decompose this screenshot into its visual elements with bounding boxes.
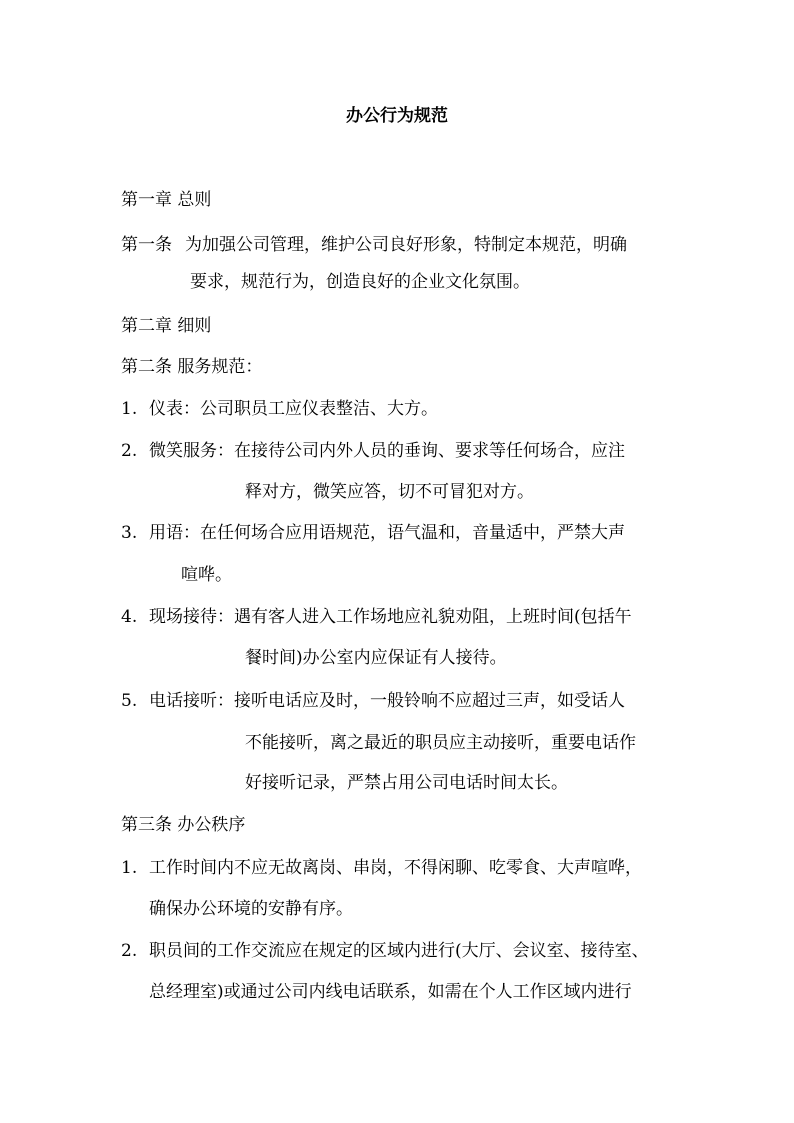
list-number: 1. (121, 858, 138, 878)
list-text: 微笑服务：在接待公司内外人员的垂询、要求等任何场合，应注 (149, 441, 625, 461)
article-line (121, 233, 627, 257)
list-number: 4. (121, 607, 138, 627)
chapter-heading: 第二章 细则 (121, 316, 212, 336)
article-heading: 第二条 服务规范： (121, 357, 263, 377)
list-item (121, 856, 642, 880)
list-text: 现场接待：遇有客人进入工作场地应礼貌劝阻，上班时间(包括午 (149, 607, 632, 627)
list-item (121, 605, 632, 629)
list-text: 仪表：公司职员工应仪表整洁、大方。 (149, 399, 438, 419)
list-text: 餐时间)办公室内应保证有人接待。 (245, 648, 507, 668)
article-label: 第一条 (121, 235, 172, 255)
list-text: 好接听记录，严禁占用公司电话时间太长。 (245, 773, 568, 793)
list-text: 职员间的工作交流应在规定的区域内进行(大厅、会议室、接待室、 (149, 941, 649, 961)
article-text: 要求，规范行为，创造良好的企业文化氛围。 (190, 272, 530, 292)
list-item (121, 939, 649, 963)
list-number: 2. (121, 941, 138, 961)
list-text: 用语：在任何场合应用语规范，语气温和，音量适中，严禁大声 (149, 523, 625, 543)
list-number: 3. (121, 523, 138, 543)
list-text: 电话接听：接听电话应及时，一般铃响不应超过三声，如受话人 (149, 691, 625, 711)
list-item (121, 397, 438, 421)
document-title: 办公行为规范 (346, 106, 448, 126)
chapter-heading: 第一章 总则 (121, 190, 212, 210)
list-item (121, 439, 625, 463)
list-number: 1. (121, 399, 138, 419)
list-text: 不能接听，离之最近的职员应主动接听，重要电话作 (245, 733, 636, 753)
list-text: 喧哗。 (181, 565, 232, 585)
list-text: 释对方，微笑应答，切不可冒犯对方。 (245, 482, 534, 502)
list-number: 5. (121, 691, 138, 711)
list-item (121, 689, 625, 713)
list-text: 工作时间内不应无故离岗、串岗，不得闲聊、吃零食、大声喧哗， (149, 858, 642, 878)
article-heading: 第三条 办公秩序 (121, 815, 246, 835)
list-item (121, 521, 625, 545)
list-text: 确保办公环境的安静有序。 (149, 899, 353, 919)
list-text: 总经理室)或通过公司内线电话联系，如需在个人工作区域内进行 (149, 982, 632, 1002)
list-number: 2. (121, 441, 138, 461)
article-text: 为加强公司管理，维护公司良好形象，特制定本规范，明确 (185, 235, 627, 255)
